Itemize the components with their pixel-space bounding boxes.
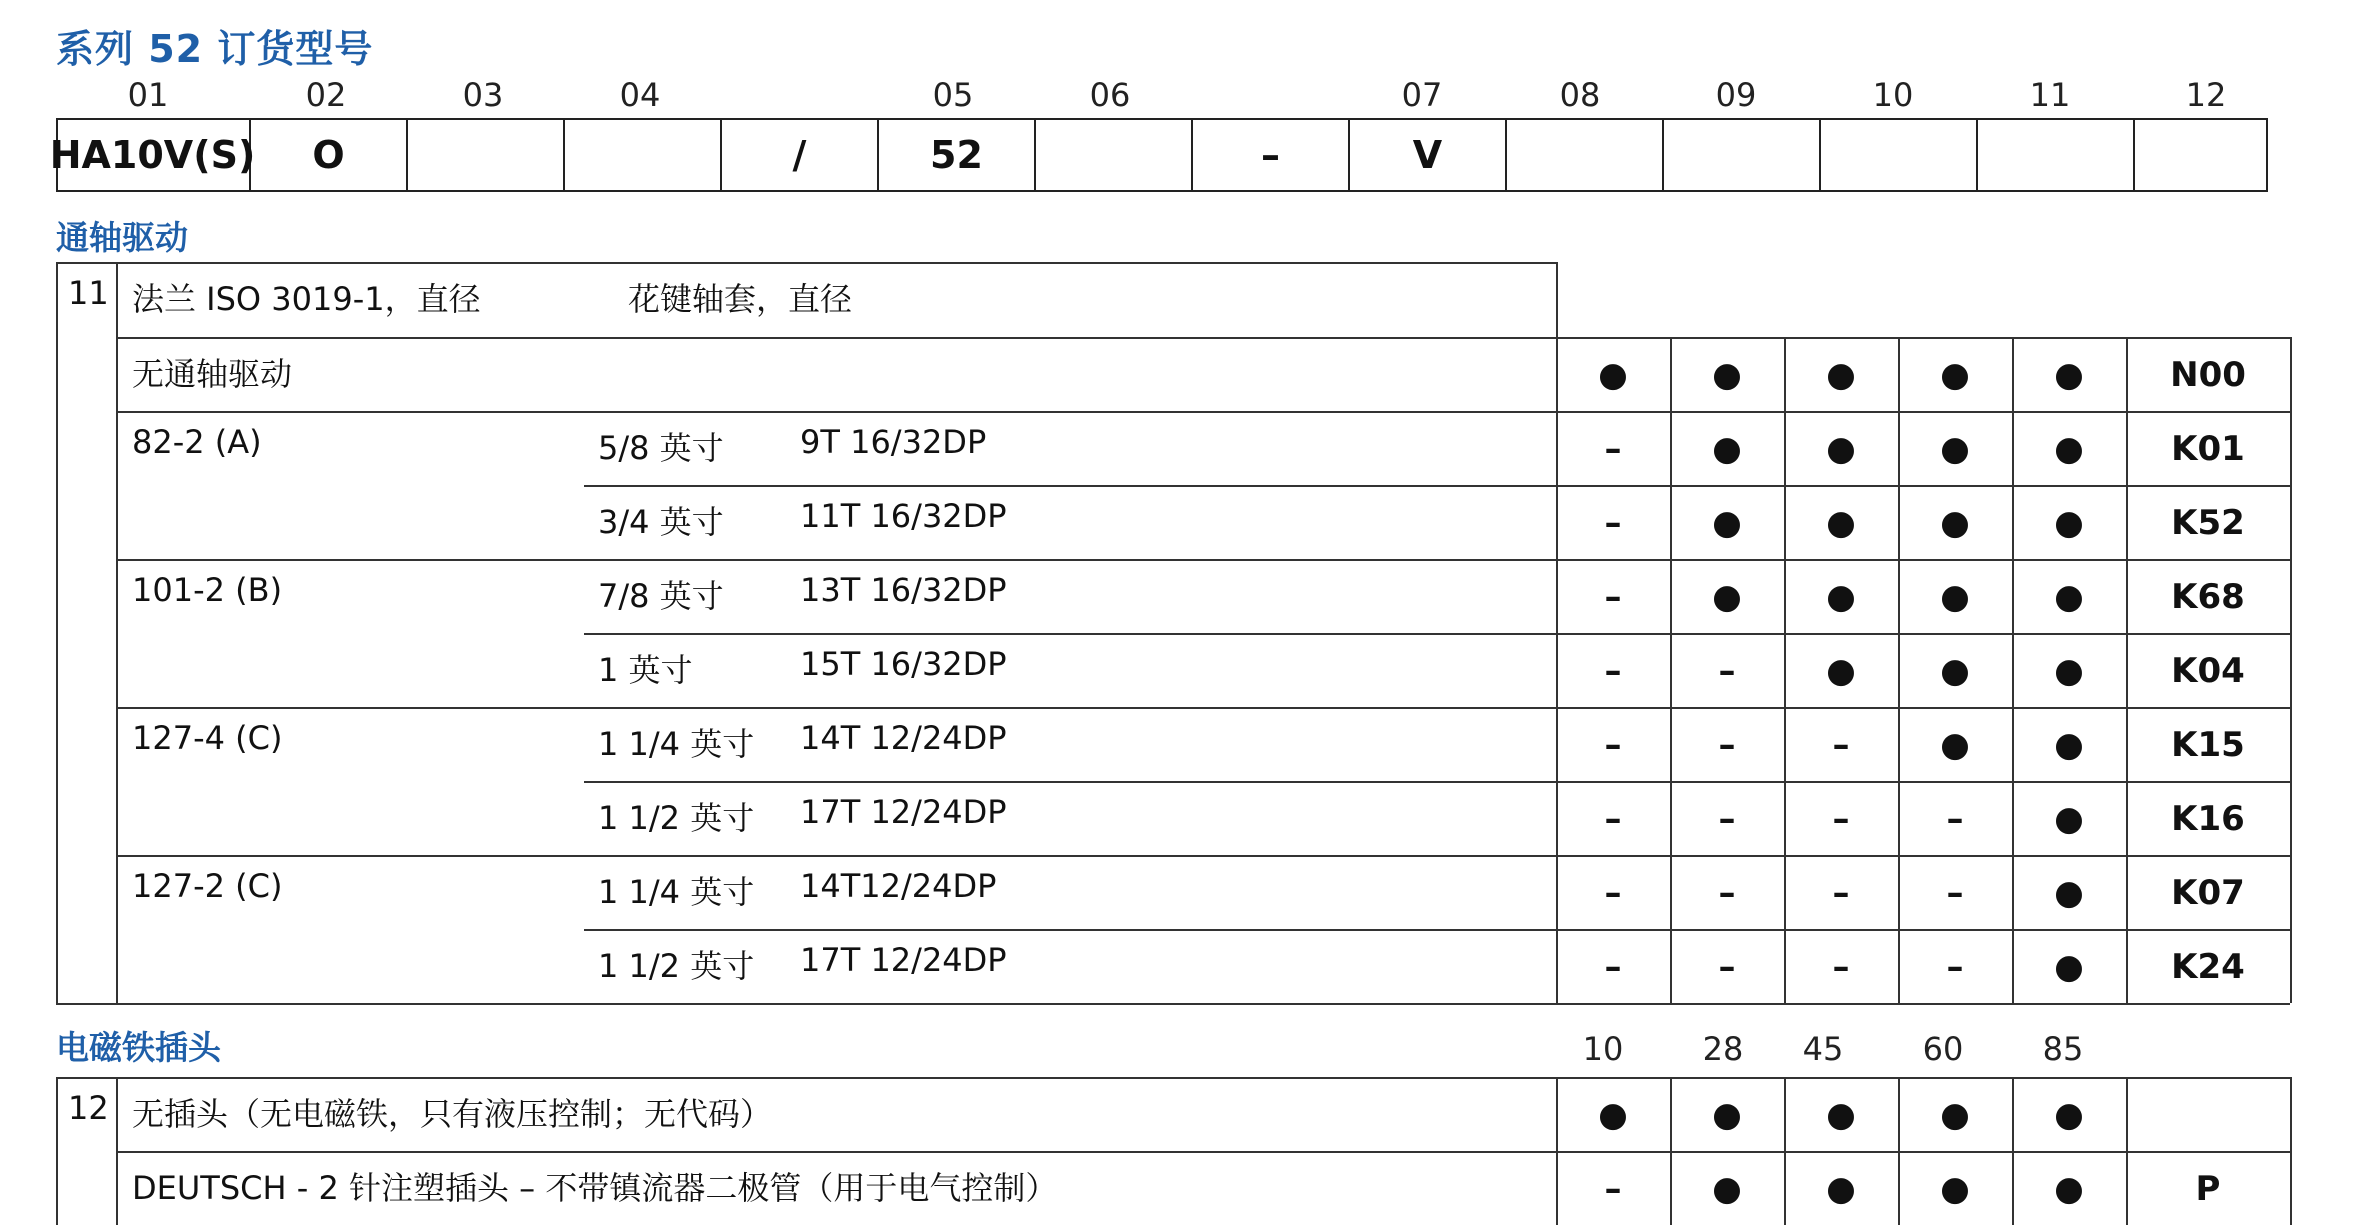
availability-mark: ●	[1940, 651, 1970, 691]
availability-mark: –	[1718, 651, 1736, 691]
availability-mark: ●	[2054, 577, 2084, 617]
table-border	[1670, 337, 1672, 1003]
table-border	[2012, 1077, 2014, 1225]
availability-mark: ●	[1940, 577, 1970, 617]
spline-spec: 13T 16/32DP	[800, 571, 1007, 609]
connector-description: DEUTSCH - 2 针注塑插头 – 不带镇流器二极管（用于电气控制）	[132, 1169, 1058, 1207]
position-number: 01	[127, 76, 169, 114]
size-header: 28	[1702, 1030, 1744, 1068]
table-border	[1784, 337, 1786, 1003]
availability-mark: ●	[2054, 873, 2084, 913]
availability-mark: ●	[1712, 1169, 1742, 1209]
row-separator	[116, 707, 2290, 709]
spline-spec: 14T 12/24DP	[800, 719, 1007, 757]
size-header: 10	[1582, 1030, 1624, 1068]
spline-size: 5/8 英寸	[598, 429, 724, 467]
position-number: 09	[1715, 76, 1757, 114]
availability-mark: –	[1604, 429, 1622, 469]
order-code: P	[2195, 1169, 2221, 1209]
header-spline: 花键轴套，直径	[628, 280, 853, 318]
order-code-cell	[565, 118, 722, 192]
availability-mark: –	[1604, 577, 1622, 617]
availability-mark: ●	[2054, 725, 2084, 765]
availability-mark: –	[1718, 725, 1736, 765]
availability-mark: ●	[1826, 503, 1856, 543]
availability-mark: –	[1832, 873, 1850, 913]
availability-mark: ●	[1940, 1095, 1970, 1135]
order-code-cell	[1036, 118, 1193, 192]
availability-mark: –	[1718, 947, 1736, 987]
position-number: 08	[1559, 76, 1601, 114]
availability-mark: –	[1604, 1169, 1622, 1209]
availability-mark: –	[1832, 947, 1850, 987]
flange-label: 无通轴驱动	[132, 355, 293, 393]
position-number: 07	[1401, 76, 1443, 114]
availability-mark: –	[1946, 873, 1964, 913]
position-number: 02	[305, 76, 347, 114]
size-header: 60	[1922, 1030, 1964, 1068]
order-code-cell	[1507, 118, 1664, 192]
order-code-cell	[2135, 118, 2268, 192]
row-separator	[116, 855, 2290, 857]
order-code-cell	[408, 118, 565, 192]
spline-spec: 14T12/24DP	[800, 867, 997, 905]
availability-mark: –	[1604, 799, 1622, 839]
page-title: 系列 52 订货型号	[56, 27, 374, 71]
order-code: K52	[2171, 503, 2245, 543]
table-border	[1556, 1077, 1558, 1225]
availability-mark: ●	[1712, 429, 1742, 469]
table-border	[2290, 337, 2292, 1003]
position-number: 03	[462, 76, 504, 114]
availability-mark: –	[1946, 799, 1964, 839]
order-code: K07	[2171, 873, 2245, 913]
table-border	[116, 1151, 2290, 1153]
availability-mark: –	[1604, 725, 1622, 765]
row-separator	[116, 411, 2290, 413]
availability-mark: –	[1946, 947, 1964, 987]
order-code: K01	[2171, 429, 2245, 469]
row-number: 12	[68, 1089, 109, 1127]
table-border	[56, 1077, 2290, 1079]
row-separator	[116, 559, 2290, 561]
table-border	[1898, 337, 1900, 1003]
order-code-cell	[1978, 118, 2135, 192]
availability-mark: –	[1604, 947, 1622, 987]
flange-label: 101-2 (B)	[132, 571, 283, 609]
table-border	[116, 1077, 118, 1225]
availability-mark: –	[1604, 651, 1622, 691]
order-code: K24	[2171, 947, 2245, 987]
spline-size: 1 1/2 英寸	[598, 947, 755, 985]
availability-mark: –	[1832, 799, 1850, 839]
order-code: K16	[2171, 799, 2245, 839]
size-header: 45	[1802, 1030, 1844, 1068]
table-border	[2126, 337, 2128, 1003]
availability-mark: ●	[1826, 651, 1856, 691]
availability-mark: ●	[1940, 355, 1970, 395]
position-number: 05	[932, 76, 974, 114]
flange-label: 127-4 (C)	[132, 719, 283, 757]
spline-size: 1 英寸	[598, 651, 693, 689]
spline-spec: 17T 12/24DP	[800, 941, 1007, 979]
order-code-cell: /	[722, 118, 879, 192]
availability-mark: ●	[1826, 577, 1856, 617]
availability-mark: ●	[2054, 1095, 2084, 1135]
availability-mark: ●	[1712, 577, 1742, 617]
availability-mark: –	[1832, 725, 1850, 765]
table-border	[116, 337, 2290, 339]
section-title-solenoid-connector: 电磁铁插头	[56, 1028, 221, 1067]
availability-mark: ●	[2054, 947, 2084, 987]
table-border	[2290, 1077, 2292, 1225]
availability-mark: ●	[2054, 355, 2084, 395]
spline-spec: 17T 12/24DP	[800, 793, 1007, 831]
table-border	[2012, 337, 2014, 1003]
table-border	[1784, 1077, 1786, 1225]
spline-size: 1 1/4 英寸	[598, 725, 755, 763]
availability-mark: ●	[1940, 429, 1970, 469]
spline-size: 1 1/4 英寸	[598, 873, 755, 911]
row-separator	[584, 781, 2290, 783]
table-border	[56, 262, 58, 1003]
table-border	[1670, 1077, 1672, 1225]
connector-description: 无插头（无电磁铁，只有液压控制；无代码）	[132, 1095, 773, 1133]
availability-mark: ●	[2054, 1169, 2084, 1209]
order-code: K15	[2171, 725, 2245, 765]
availability-mark: ●	[1712, 355, 1742, 395]
availability-mark: ●	[1940, 1169, 1970, 1209]
availability-mark: ●	[1826, 1169, 1856, 1209]
availability-mark: ●	[2054, 799, 2084, 839]
table-border	[56, 1003, 2290, 1005]
availability-mark: ●	[2054, 651, 2084, 691]
table-border	[56, 262, 1558, 264]
availability-mark: –	[1718, 873, 1736, 913]
header-flange: 法兰 ISO 3019-1，直径	[132, 280, 481, 318]
availability-mark: ●	[1826, 429, 1856, 469]
table-border	[2126, 1077, 2128, 1225]
availability-mark: ●	[1826, 1095, 1856, 1135]
availability-mark: –	[1604, 873, 1622, 913]
order-code-cell: HA10V(S)	[56, 118, 251, 192]
availability-mark: ●	[1598, 1095, 1628, 1135]
availability-mark: ●	[1940, 725, 1970, 765]
availability-mark: ●	[1712, 503, 1742, 543]
spline-size: 1 1/2 英寸	[598, 799, 755, 837]
order-code-cell: O	[251, 118, 408, 192]
section-title-through-drive: 通轴驱动	[56, 218, 188, 257]
spline-spec: 15T 16/32DP	[800, 645, 1007, 683]
position-number: 12	[2185, 76, 2227, 114]
row-number: 11	[68, 274, 109, 312]
flange-label: 127-2 (C)	[132, 867, 283, 905]
size-header: 85	[2042, 1030, 2084, 1068]
availability-mark: ●	[1598, 355, 1628, 395]
order-code-cell: 52	[879, 118, 1036, 192]
order-code: N00	[2170, 355, 2246, 395]
order-code: K68	[2171, 577, 2245, 617]
spline-size: 3/4 英寸	[598, 503, 724, 541]
position-number: 06	[1089, 76, 1131, 114]
position-number: 10	[1872, 76, 1914, 114]
position-number: 04	[619, 76, 661, 114]
row-separator	[584, 929, 2290, 931]
spline-size: 7/8 英寸	[598, 577, 724, 615]
availability-mark: –	[1718, 799, 1736, 839]
position-number: 11	[2029, 76, 2071, 114]
table-border	[1898, 1077, 1900, 1225]
availability-mark: ●	[1940, 503, 1970, 543]
availability-mark: ●	[1826, 355, 1856, 395]
spline-spec: 9T 16/32DP	[800, 423, 987, 461]
availability-mark: –	[1604, 503, 1622, 543]
table-border	[56, 1077, 58, 1225]
table-border	[116, 262, 118, 1003]
order-code-cell: –	[1193, 118, 1350, 192]
availability-mark: ●	[2054, 503, 2084, 543]
availability-mark: ●	[1712, 1095, 1742, 1135]
order-code-cell: V	[1350, 118, 1507, 192]
row-separator	[584, 485, 2290, 487]
spline-spec: 11T 16/32DP	[800, 497, 1007, 535]
flange-label: 82-2 (A)	[132, 423, 262, 461]
order-code-cell	[1821, 118, 1978, 192]
availability-mark: ●	[2054, 429, 2084, 469]
row-separator	[584, 633, 2290, 635]
order-code-cell	[1664, 118, 1821, 192]
order-code: K04	[2171, 651, 2245, 691]
